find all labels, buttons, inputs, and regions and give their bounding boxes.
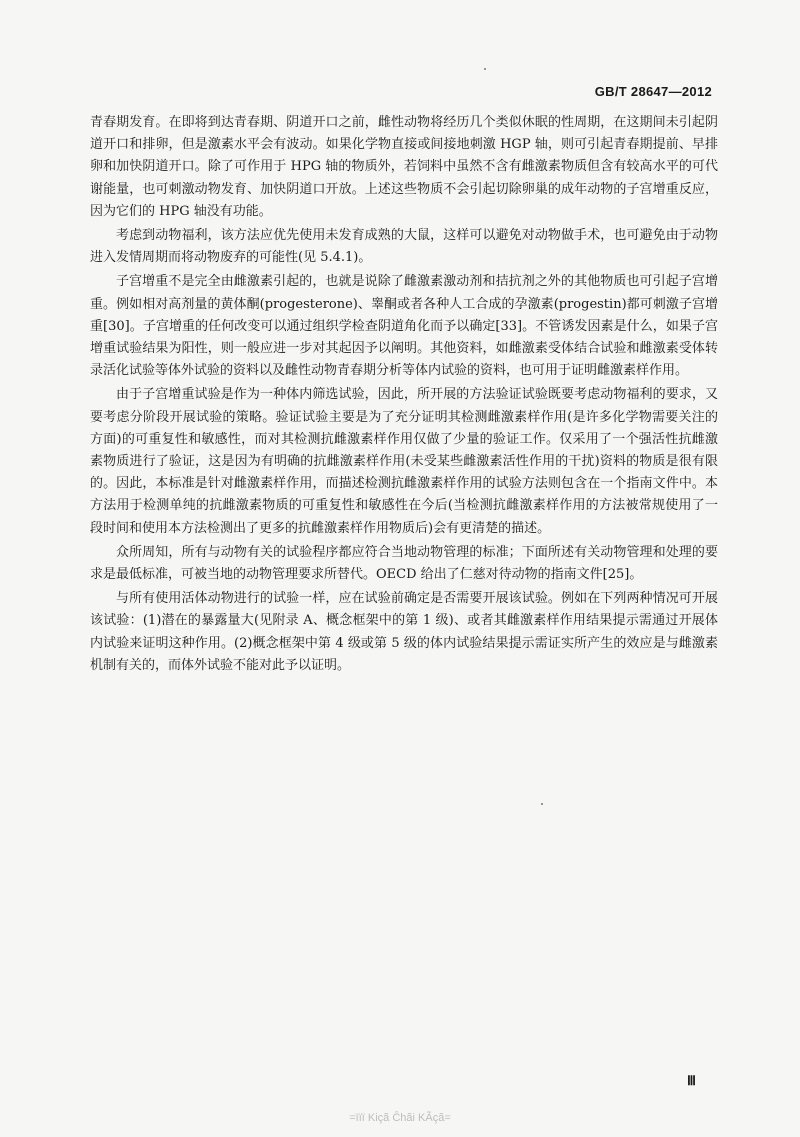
paragraph-4: 由于子宫增重试验是作为一种体内筛选试验，因此，所开展的方法验证试验既要考虑动物福利的要求，又要考虑分阶段开展试验的策略。验证试验主要是为了充分证明其检测雌激素样作用(是许多化学物需要关注的方面)的可重复性和敏感性，而对其检测抗雌激素样作用仅做了少量的验证工作。仅采用了一个强活性抗雌激素物质进行了验证，这是因为有明确的抗雌激素样作用(未受某些雌激素活性作用的干扰)资料的物质是很有限的。因此，本标准是针对雌激素样作用，而描述检测抗雌激素样作用的试验方法则包含在一个指南文件中。本方法用于检测单纯的抗雌激素物质的可重复性和敏感性在今后(当检测抗雌激素样作用的方法被常规使用了一段时间和使用本方法检测出了更多的抗雌激素样作用物质后)会有更清楚的描述。 <box>90 387 718 536</box>
page-number: Ⅲ <box>687 1073 696 1088</box>
paragraph-6: 与所有使用活体动物进行的试验一样，应在试验前确定是否需要开展该试验。例如在下列两种情况可开展该试验：(1)潜在的暴露量大(见附录 A、概念框架中的第 1 级)、或者其雌激素样作用结果提示需通过开展体内试验来证明这种作用。(2)概念框架中第 4 级或第 5 级的体内试验结果提示需证实所产生的效应是与雌激素机制有关的，而体外试验不能对此予以证明。 <box>90 591 718 673</box>
scan-speck <box>541 803 543 805</box>
paragraph-1: 青春期发育。在即将到达青春期、阴道开口之前，雌性动物将经历几个类似休眠的性周期，在这期间未引起阴道开口和排卵，但是激素水平会有波动。如果化学物直接或间接地刺激 HGP 轴，则可引起青春期提前、早排卵和加快阴道开口。除了可作用于 HPG 轴的物质外，若饲料中虽然不含有雌激素物质但含有较高水平的可代谢能量，也可刺激动物发育、加快阴道口开放。上述这些物质不会引起切除卵巢的成年动物的子宫增重反应，因为它们的 HPG 轴没有功能。 <box>90 115 718 219</box>
paragraph-3: 子宫增重不是完全由雌激素引起的，也就是说除了雌激素激动剂和拮抗剂之外的其他物质也可引起子宫增重。例如相对高剂量的黄体酮(progesterone)、睾酮或者各种人工合成的孕激素(progestin)都可刺激子宫增重[30]。子宫增重的任何改变可以通过组织学检查阴道角化而予以确定[33]。不管诱发因素是什么，如果子宫增重试验结果为阳性，则一般应进一步对其起因予以阐明。其他资料，如雌激素受体结合试验和雌激素受体转录活化试验等体外试验的资料以及雌性动物青春期分析等体内试验的资料，也可用于证明雌激素样作用。 <box>90 274 718 379</box>
footer-watermark: =ïïï Kiçã Ĉhãi KÃçã= <box>349 1112 451 1124</box>
paragraph-2: 考虑到动物福利，该方法应优先使用未发育成熟的大鼠，这样可以避免对动物做手术，也可避免由于动物进入发情周期而将动物废弃的可能性(见 5.4.1)。 <box>90 228 718 266</box>
standard-code: GB/T 28647—2012 <box>594 84 712 99</box>
body-text <box>90 112 718 679</box>
paragraph-5: 众所周知，所有与动物有关的试验程序都应符合当地动物管理的标准；下面所述有关动物管理和处理的要求是最低标准，可被当地的动物管理要求所替代。OECD 给出了仁慈对待动物的指南文件[25]。 <box>90 544 718 583</box>
scan-speck <box>484 68 486 70</box>
